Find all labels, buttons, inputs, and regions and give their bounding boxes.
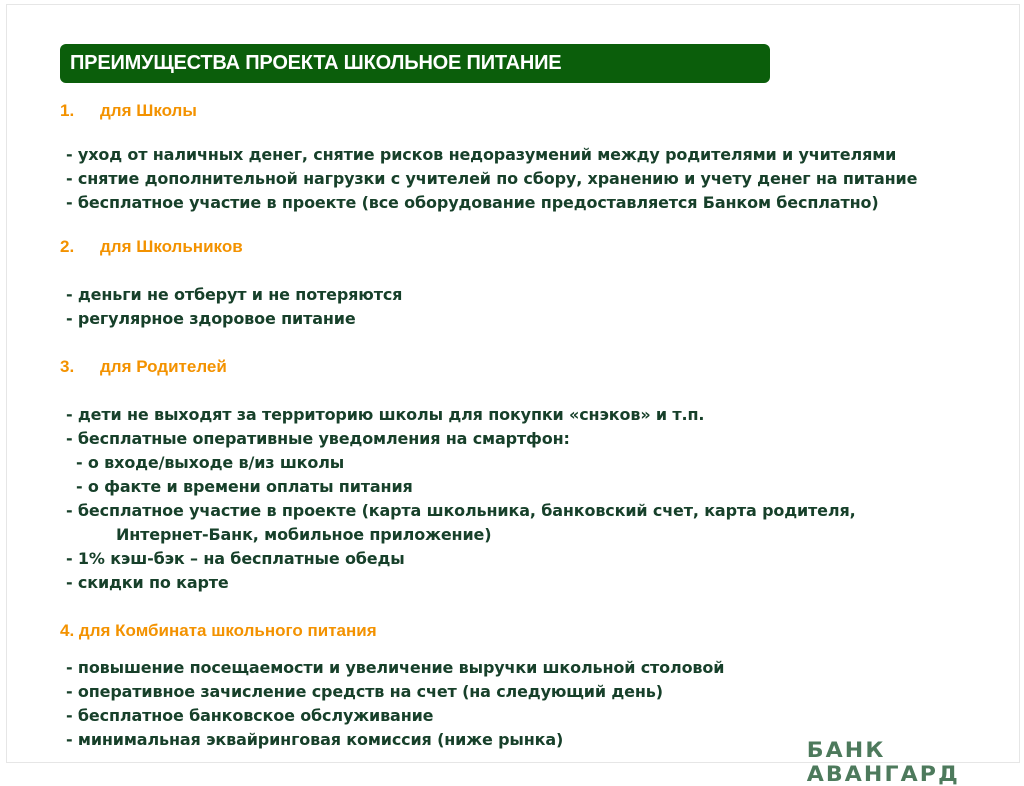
list-item: - деньги не отберут и не потеряются <box>66 285 403 304</box>
section-number: 2. <box>60 237 75 256</box>
section-heading <box>60 237 243 257</box>
list-item: - о входе/выходе в/из школы <box>76 453 345 472</box>
section-heading-text: для Комбината школьного питания <box>78 621 377 640</box>
list-item: - бесплатное участие в проекте (все оборудование предоставляется Банком бесплатно) <box>66 193 879 212</box>
section-heading <box>60 357 227 377</box>
section-number: 1. <box>60 101 75 120</box>
bank-logo: БАНК АВАНГАРД <box>806 738 960 786</box>
title-bar <box>60 44 770 83</box>
section-heading-text: для Родителей <box>100 357 227 376</box>
list-item: Интернет-Банк, мобильное приложение) <box>116 525 492 544</box>
list-item: - регулярное здоровое питание <box>66 309 356 328</box>
list-item: - 1% кэш-бэк – на бесплатные обеды <box>66 549 405 568</box>
list-item: - снятие дополнительной нагрузки с учителей по сбору, хранению и учету денег на питание <box>66 169 918 188</box>
list-item: - бесплатное участие в проекте (карта школьника, банковский счет, карта родителя, <box>66 501 856 520</box>
list-item: - повышение посещаемости и увеличение выручки школьной столовой <box>66 658 725 677</box>
section-number: 3. <box>60 357 75 376</box>
section-heading <box>60 621 377 641</box>
list-item: - бесплатное банковское обслуживание <box>66 706 434 725</box>
list-item: - скидки по карте <box>66 573 229 592</box>
section-heading-text: для Школьников <box>100 237 243 256</box>
section-number: 4. <box>60 621 75 640</box>
list-item: - уход от наличных денег, снятие рисков недоразумений между родителями и учителями <box>66 145 897 164</box>
list-item: - о факте и времени оплаты питания <box>76 477 413 496</box>
list-item: - дети не выходят за территорию школы для покупки «снэков» и т.п. <box>66 405 705 424</box>
section-heading-text: для Школы <box>100 101 197 120</box>
slide-title: ПРЕИМУЩЕСТВА ПРОЕКТА ШКОЛЬНОЕ ПИТАНИЕ <box>70 52 562 74</box>
list-item: - бесплатные оперативные уведомления на смартфон: <box>66 429 570 448</box>
section-heading <box>60 101 197 121</box>
list-item: - минимальная эквайринговая комиссия (ниже рынка) <box>66 730 564 749</box>
list-item: - оперативное зачисление средств на счет (на следующий день) <box>66 682 663 701</box>
